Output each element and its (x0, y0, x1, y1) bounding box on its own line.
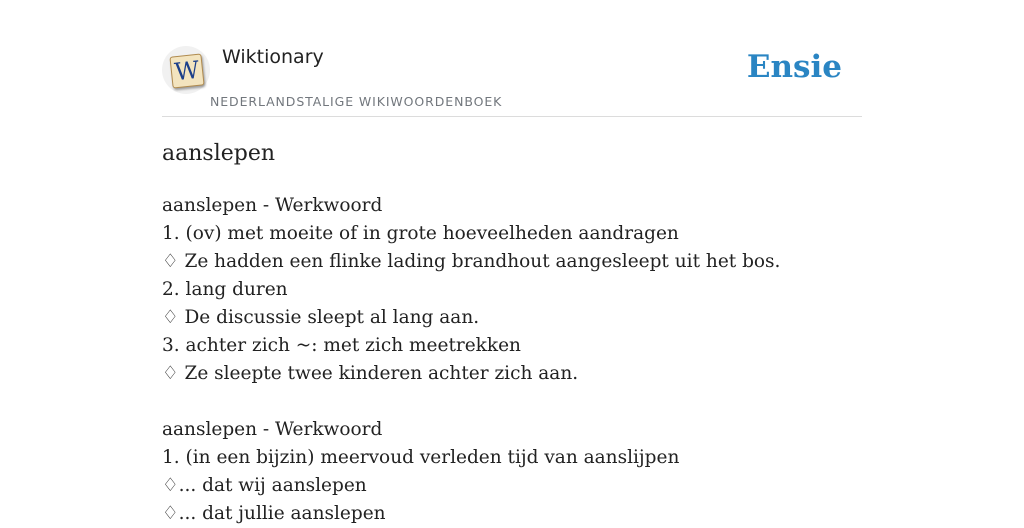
page-title: aanslepen (162, 141, 276, 166)
definition-content (162, 192, 862, 528)
definition-line: 1. (in een bijzin) meervoud verleden tijd van aanslijpen (162, 447, 680, 468)
example-line: ♢... dat jullie aanslepen (162, 503, 386, 524)
site-subtitle: NEDERLANDSTALIGE WIKIWOORDENBOEK (210, 94, 503, 109)
entry-heading: aanslepen - Werkwoord (162, 419, 383, 440)
definition-line: 3. achter zich ~: met zich meetrekken (162, 335, 521, 356)
entry-heading: aanslepen - Werkwoord (162, 195, 383, 216)
example-line: ♢ De discussie sleept al lang aan. (162, 307, 480, 328)
example-line: ♢ Ze hadden een flinke lading brandhout aangesleept uit het bos. (162, 251, 781, 272)
logo-tile: W (169, 53, 204, 88)
definition-line: 2. lang duren (162, 279, 288, 300)
site-title[interactable]: Wiktionary (222, 46, 324, 68)
brand-logo[interactable]: Ensie (746, 49, 842, 85)
wiktionary-logo-icon[interactable] (162, 46, 210, 94)
example-line: ♢... dat wij aanslepen (162, 475, 367, 496)
example-line: ♢ Ze sleepte twee kinderen achter zich aan. (162, 363, 579, 384)
site-header (162, 40, 862, 117)
entry-spacer (162, 388, 862, 416)
definition-line: 1. (ov) met moeite of in grote hoeveelheden aandragen (162, 223, 679, 244)
